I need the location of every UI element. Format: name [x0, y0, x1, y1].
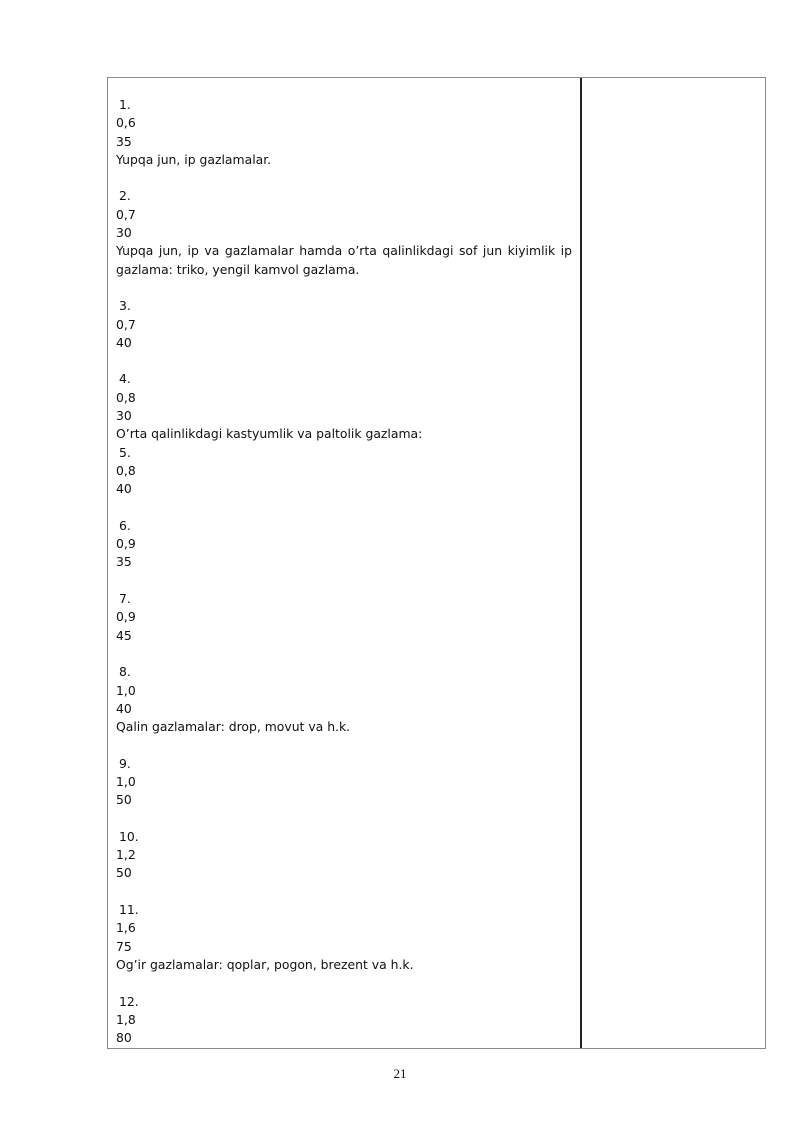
row-value-a: 0,7: [116, 316, 136, 332]
row-value-b: 50: [116, 792, 132, 808]
row-value-a: 0,9: [116, 536, 136, 552]
list-item: [116, 187, 572, 278]
list-item: [116, 444, 572, 499]
row-number: 1.: [119, 97, 131, 112]
row-value-b: 30: [116, 408, 132, 424]
row-value-b: 40: [116, 334, 132, 350]
row-value-b: 80: [116, 1030, 132, 1046]
row-value-b: 35: [116, 554, 132, 570]
list-item: [116, 297, 572, 352]
right-cell: [582, 78, 765, 1048]
list-item: [116, 517, 572, 572]
row-description: Yupqa jun, ip gazlamalar.: [116, 151, 272, 167]
row-description: Qalin gazlamalar: drop, movut va h.k.: [116, 719, 351, 735]
row-number: 11.: [119, 902, 139, 918]
row-number: 7.: [119, 591, 131, 607]
list-item: [116, 590, 572, 645]
row-value-a: 1,6: [116, 920, 136, 936]
list-item: [116, 370, 572, 443]
list-item: [116, 901, 572, 974]
row-number: 9.: [119, 755, 131, 771]
list-item: [116, 663, 572, 736]
list-item: [116, 96, 572, 169]
row-value-b: 75: [116, 938, 132, 954]
row-value-a: 1,0: [116, 682, 136, 698]
list-item: [116, 755, 572, 810]
row-value-b: 30: [116, 225, 132, 241]
row-value-b: 40: [116, 481, 132, 497]
row-value-a: 1,2: [116, 847, 136, 863]
row-number: 2.: [119, 188, 131, 204]
list-item: [116, 993, 572, 1048]
row-value-b: 45: [116, 627, 132, 643]
row-value-b: 35: [116, 133, 132, 149]
row-value-a: 1,8: [116, 1011, 136, 1027]
row-number: 12.: [119, 993, 139, 1009]
row-number: 4.: [119, 371, 131, 387]
row-number: 6.: [119, 517, 131, 533]
row-value-a: 0,6: [116, 115, 136, 131]
row-value-b: 40: [116, 700, 132, 716]
page-number: 21: [393, 1066, 407, 1081]
list-item: [116, 828, 572, 883]
row-value-a: 0,8: [116, 462, 136, 478]
row-value-a: 0,8: [116, 389, 136, 405]
table-frame: [107, 77, 766, 1049]
row-description: Yupqa jun, ip va gazlamalar hamda o’rta qalinlikdagi sof jun kiyimlik ip gazlama: triko, yengil kamvol gazlama.: [116, 243, 572, 277]
row-value-b: 50: [116, 865, 132, 881]
row-description: Og’ir gazlamalar: qoplar, pogon, brezent va h.k.: [116, 956, 414, 972]
row-description: O’rta qalinlikdagi kastyumlik va paltolik gazlama:: [116, 426, 423, 442]
left-cell: [108, 78, 582, 1048]
row-number: 8.: [119, 664, 131, 680]
row-number: 3.: [119, 298, 131, 314]
row-number: 5.: [119, 444, 131, 460]
row-value-a: 0,9: [116, 609, 136, 625]
row-number: 10.: [119, 828, 139, 844]
row-value-a: 1,0: [116, 773, 136, 789]
row-value-a: 0,7: [116, 206, 136, 222]
